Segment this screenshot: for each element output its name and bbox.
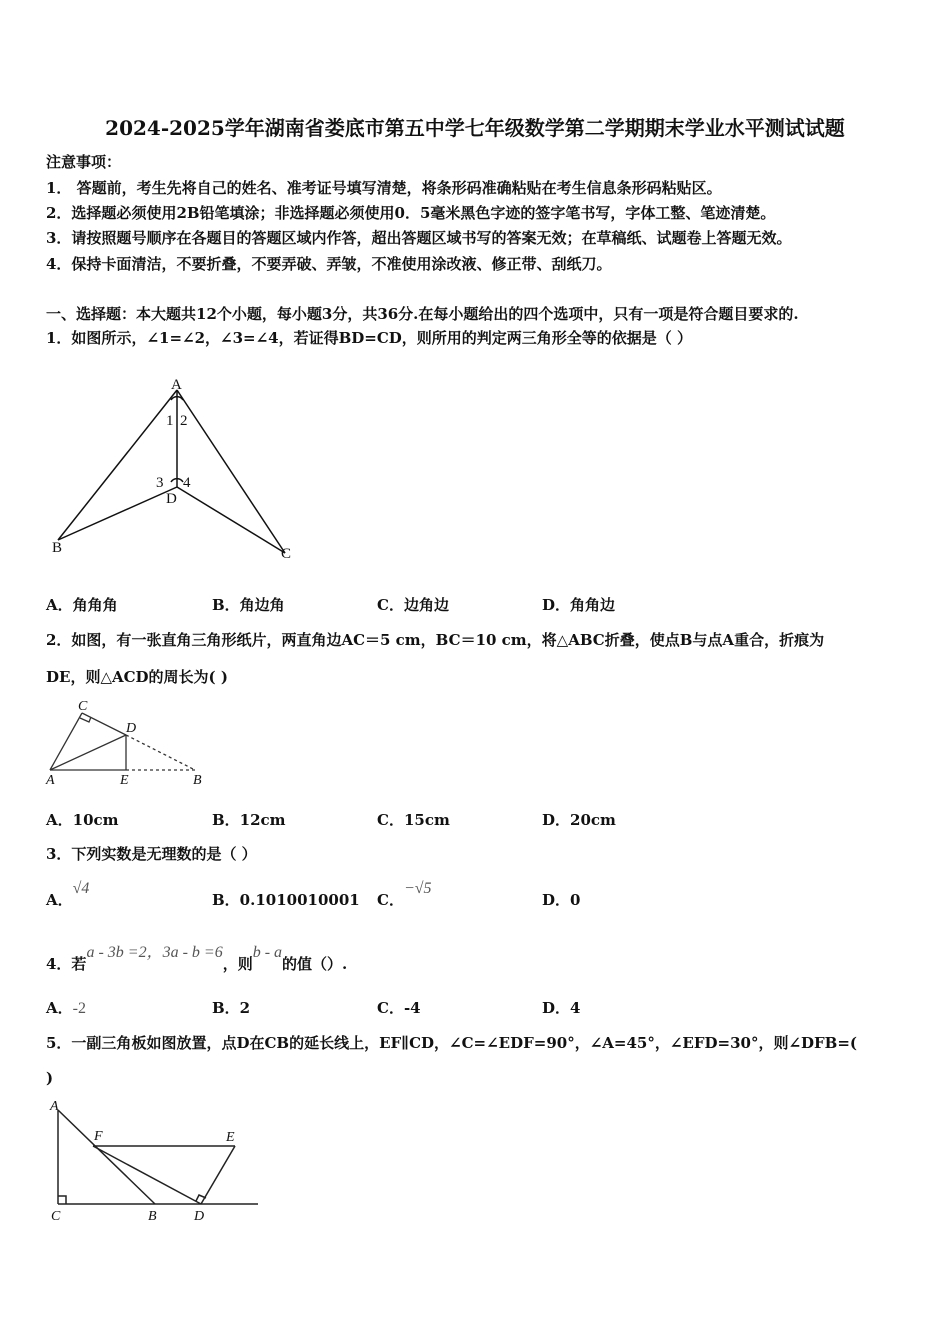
- label-B: B: [193, 773, 202, 788]
- question-1-option-b[interactable]: B．角边角: [212, 596, 285, 614]
- stem-text: 4．若: [46, 955, 87, 973]
- option-math: -2: [72, 1000, 86, 1017]
- label-A: A: [171, 377, 182, 393]
- question-2-stem: 2．如图，有一张直角三角形纸片，两直角边AC＝5 cm，BC＝10 cm，将△ABC折叠，使点B与点A重合，折痕为: [46, 631, 825, 649]
- label-B: B: [52, 540, 63, 556]
- question-1-option-d[interactable]: D．角角边: [542, 596, 616, 614]
- angle-4-label: 4: [183, 475, 191, 491]
- angle-1-label: 1: [166, 413, 174, 429]
- angle-2-label: 2: [180, 413, 188, 429]
- question-5-stem: 5．一副三角板如图放置，点D在CB的延长线上，EF∥CD，∠C=∠EDF=90°，∠A=45°，∠EFD=30°，则∠DFB=(: [46, 1034, 858, 1052]
- label-C: C: [281, 546, 292, 562]
- note-item: 4．保持卡面清洁，不要折叠，不要弄破、弄皱，不准使用涂改液、修正带、刮纸刀。: [46, 255, 612, 273]
- label-B: B: [148, 1209, 157, 1224]
- question-1-stem: 1．如图所示，∠1=∠2，∠3=∠4，若证得BD=CD，则所用的判定两三角形全等的依据是（ ）: [46, 329, 693, 347]
- stem-text: 的值（）.: [282, 955, 348, 973]
- label-A: A: [46, 773, 55, 788]
- question-2-option-b[interactable]: B．12cm: [212, 811, 286, 829]
- question-1-option-a[interactable]: A．角角角: [46, 596, 118, 614]
- label-C: C: [51, 1209, 61, 1224]
- option-label: B．2: [212, 999, 251, 1017]
- label-D: D: [194, 1209, 205, 1224]
- question-2-option-a[interactable]: A．10cm: [46, 811, 119, 829]
- option-label: A．: [46, 891, 73, 909]
- question-3-stem: 3．下列实数是无理数的是（ ）: [46, 845, 257, 863]
- section-heading: 一、选择题：本大题共12个小题，每小题3分，共36分.在每小题给出的四个选项中，只有一项是符合题目要求的.: [46, 305, 799, 323]
- note-item: 2．选择题必须使用2B铅笔填涂；非选择题必须使用0．5毫米黑色字迹的签字笔书写，字体工整、笔迹清楚。: [46, 204, 776, 222]
- option-label: C．: [377, 891, 404, 909]
- stem-text: ，则: [222, 955, 253, 973]
- question-5-stem-cont: ): [46, 1069, 54, 1087]
- label-E: E: [120, 773, 129, 788]
- option-label: C．-4: [377, 999, 421, 1017]
- question-1-option-c[interactable]: C．边角边: [377, 596, 449, 614]
- label-E: E: [226, 1130, 235, 1145]
- notes-heading: 注意事项：: [46, 153, 122, 171]
- question-2-option-d[interactable]: D．20cm: [542, 811, 616, 829]
- note-item: 3．请按照题号顺序在各题目的答题区域内作答，超出答题区域书写的答案无效；在草稿纸、试题卷上答题无效。: [46, 229, 792, 247]
- label-D: D: [166, 491, 177, 507]
- note-item: 1． 答题前，考生先将自己的姓名、准考证号填写清楚，将条形码准确粘贴在考生信息条形码粘贴区。: [46, 179, 722, 197]
- stem-math: a - 3b =2，3a - b =6: [86, 944, 223, 961]
- angle-3-label: 3: [156, 475, 164, 491]
- label-C: C: [78, 699, 88, 714]
- question-2-stem-cont: DE，则△ACD的周长为( ): [46, 668, 228, 686]
- label-F: F: [94, 1129, 103, 1144]
- page-title: 2024-2025学年湖南省娄底市第五中学七年级数学第二学期期末学业水平测试试题: [105, 116, 845, 140]
- option-label: D．0: [542, 891, 581, 909]
- option-math: −√5: [403, 880, 432, 897]
- option-label: A．: [46, 999, 73, 1017]
- option-label: B．0.1010010001: [212, 891, 360, 909]
- option-label: D．4: [542, 999, 581, 1017]
- label-D: D: [126, 721, 137, 736]
- question-2-option-c[interactable]: C．15cm: [377, 811, 450, 829]
- option-math: √4: [72, 880, 90, 897]
- label-A: A: [50, 1099, 59, 1114]
- stem-math: b - a: [252, 944, 283, 961]
